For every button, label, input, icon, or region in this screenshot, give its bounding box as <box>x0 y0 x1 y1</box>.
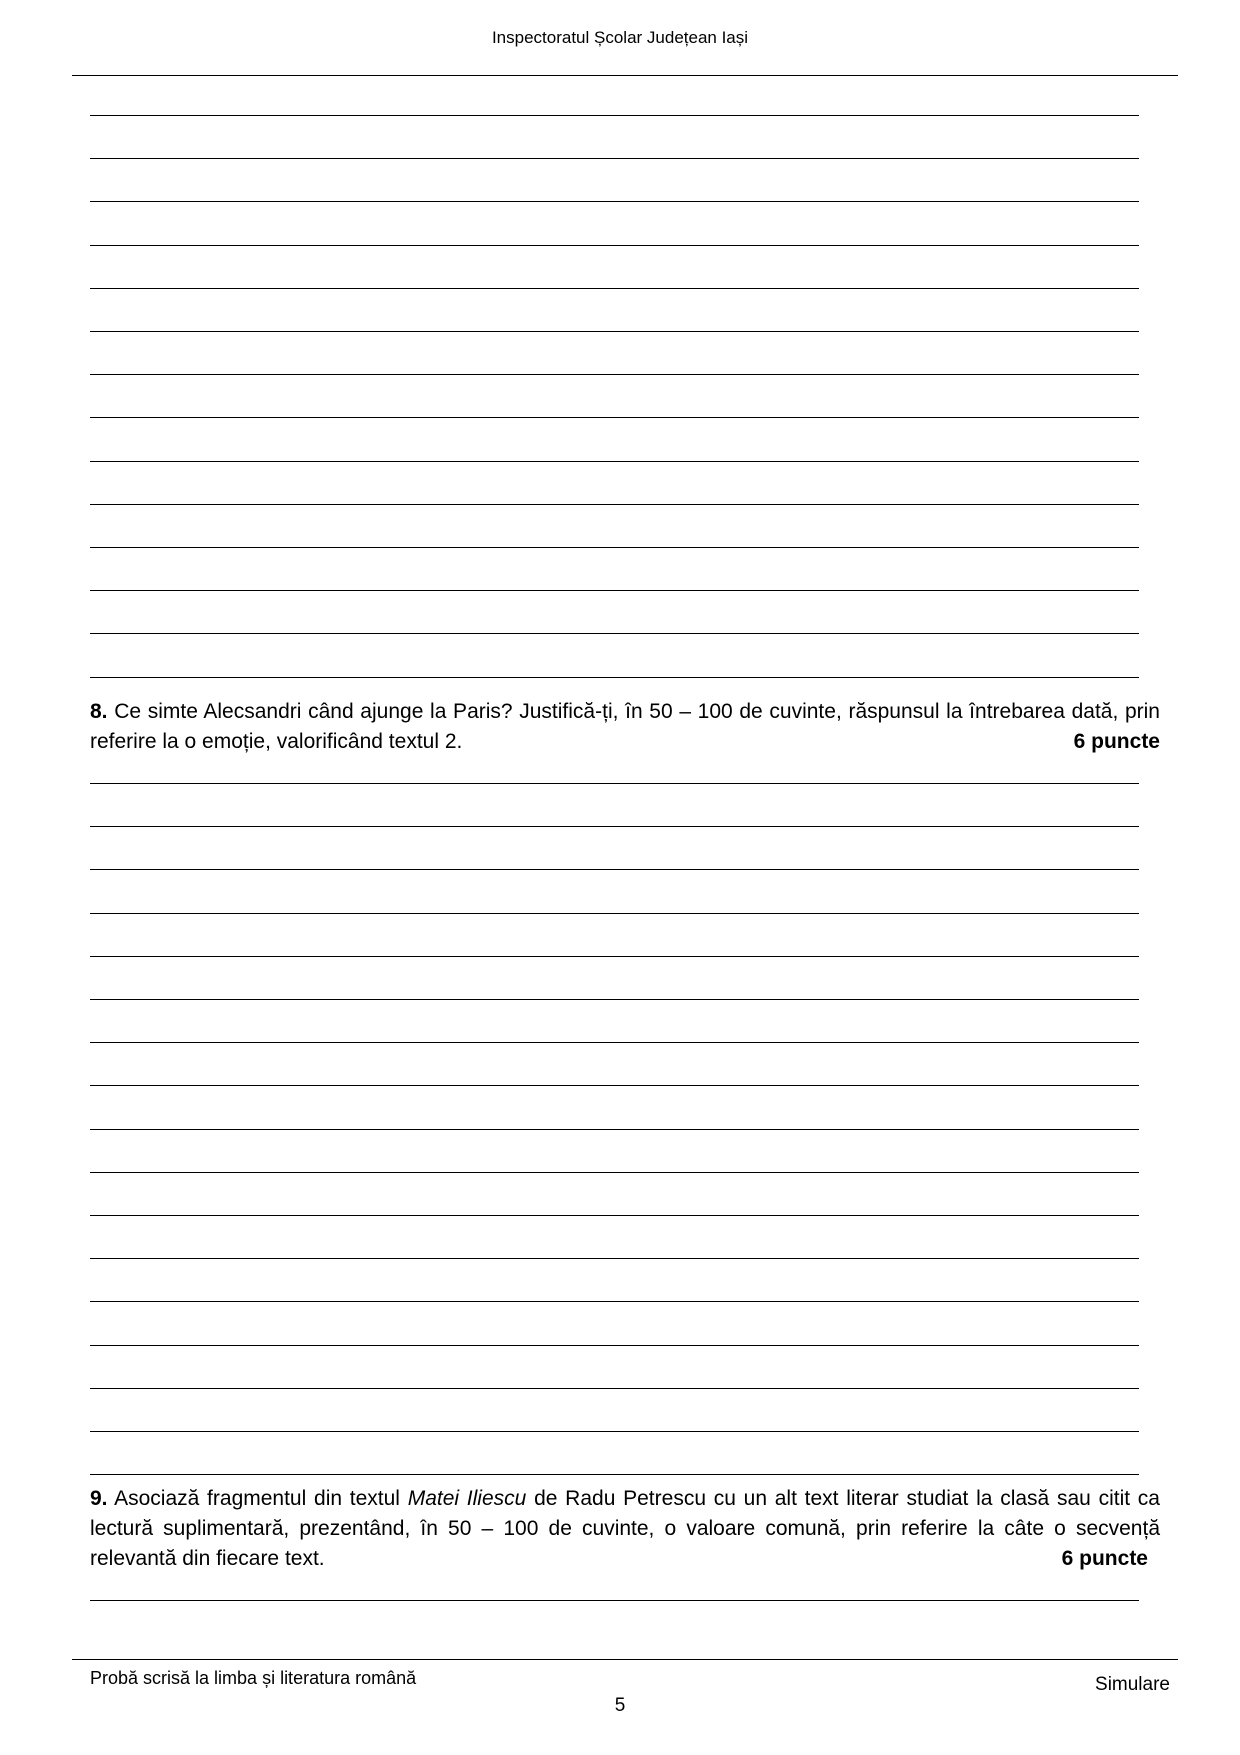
footer-subject: Probă scrisă la limba și literatura română <box>90 1668 417 1688</box>
answer-line[interactable] <box>90 504 1139 505</box>
answer-line[interactable] <box>90 956 1139 957</box>
answer-line[interactable] <box>90 1215 1139 1216</box>
answer-line[interactable] <box>90 1085 1139 1086</box>
page-header: Inspectoratul Școlar Județean Iași <box>491 28 749 47</box>
question-number: 9. <box>90 1487 108 1510</box>
answer-line[interactable] <box>90 417 1139 418</box>
answer-line[interactable] <box>90 245 1139 246</box>
answer-line[interactable] <box>90 1345 1139 1346</box>
question-9 <box>90 1484 1160 1574</box>
answer-line[interactable] <box>90 1600 1139 1601</box>
literary-work-title: Matei Iliescu <box>407 1487 527 1510</box>
question-text-before: Asociază fragmentul din textul <box>114 1487 408 1510</box>
answer-line[interactable] <box>90 1129 1139 1130</box>
answer-line[interactable] <box>90 633 1139 634</box>
answer-line[interactable] <box>90 374 1139 375</box>
question-points: 6 puncte <box>1073 730 1160 753</box>
question-text-after: de Radu Petrescu cu un alt text literar studiat la clasă sau citit ca lectură suplimentară, prezentând, în 50 – 100 de cuvinte, o valoare comună, prin referire la câte o secvență relevantă din fiecare text. <box>90 1487 1160 1570</box>
answer-line[interactable] <box>90 201 1139 202</box>
answer-line[interactable] <box>90 1172 1139 1173</box>
answer-line[interactable] <box>90 1301 1139 1302</box>
answer-line[interactable] <box>90 677 1139 678</box>
answer-line[interactable] <box>90 826 1139 827</box>
answer-line[interactable] <box>90 1431 1139 1432</box>
question-text: Ce simte Alecsandri când ajunge la Paris? Justifică-ți, în 50 – 100 de cuvinte, răspunsul la întrebarea dată, prin referire la o emoție, valorificând textul 2. <box>90 700 1160 753</box>
answer-line[interactable] <box>90 115 1139 116</box>
answer-line[interactable] <box>90 331 1139 332</box>
footer-divider <box>72 1659 1178 1660</box>
answer-line[interactable] <box>90 461 1139 462</box>
answer-line[interactable] <box>90 1474 1139 1475</box>
header-divider <box>72 75 1178 76</box>
answer-line[interactable] <box>90 783 1139 784</box>
answer-line[interactable] <box>90 869 1139 870</box>
answer-line[interactable] <box>90 999 1139 1000</box>
answer-line[interactable] <box>90 1388 1139 1389</box>
answer-line[interactable] <box>90 913 1139 914</box>
answer-line[interactable] <box>90 158 1139 159</box>
question-number: 8. <box>90 700 108 723</box>
footer-exam-type: Simulare <box>1095 1674 1170 1695</box>
answer-line[interactable] <box>90 590 1139 591</box>
answer-line[interactable] <box>90 1042 1139 1043</box>
answer-line[interactable] <box>90 1258 1139 1259</box>
page-number: 5 <box>614 1695 626 1716</box>
question-8 <box>90 697 1160 757</box>
answer-line[interactable] <box>90 547 1139 548</box>
question-points: 6 puncte <box>1061 1547 1148 1570</box>
answer-line[interactable] <box>90 288 1139 289</box>
